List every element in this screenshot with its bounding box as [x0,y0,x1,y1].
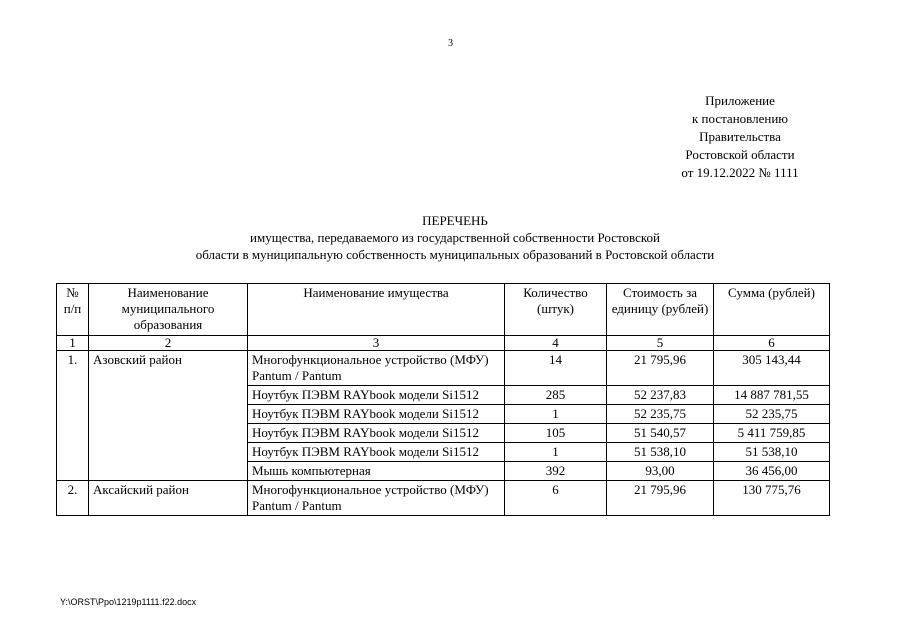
quantity-value: 6 [505,481,607,516]
quantity-value: 1 [505,405,607,424]
header-property: Наименование имущества [248,284,505,336]
quantity-value: 14 [505,351,607,386]
unit-price-value: 51 538,10 [607,443,714,462]
appendix-line: Правительства [699,129,781,144]
unit-price-value: 51 540,57 [607,424,714,443]
property-name: Многофункциональное устройство (МФУ) Pantum / Pantum [248,351,505,386]
property-name: Многофункциональное устройство (МФУ) Pantum / Pantum [248,481,505,516]
municipality-name: Аксайский район [89,481,248,516]
quantity-value: 105 [505,424,607,443]
header-sum: Сумма (рублей) [714,284,830,336]
property-table [56,283,830,516]
unit-price-value: 21 795,96 [607,351,714,386]
property-name: Ноутбук ПЭВМ RAYbook модели Si1512 [248,443,505,462]
property-name: Ноутбук ПЭВМ RAYbook модели Si1512 [248,386,505,405]
header-municipality: Наименование муниципального образования [89,284,248,336]
appendix-line: к постановлению [691,111,789,126]
page-number: 3 [448,38,453,49]
sum-value: 305 143,44 [714,351,830,386]
unit-price-value: 52 235,75 [607,405,714,424]
heading-line: области в муниципальную собственность муниципальных образований в Ростовской области [195,247,715,262]
table-index-row [57,336,830,351]
index-cell: 4 [505,336,607,351]
sum-value: 130 775,76 [714,481,830,516]
unit-price-value: 21 795,96 [607,481,714,516]
document-heading [60,212,850,263]
sum-value: 52 235,75 [714,405,830,424]
header-unit-price: Стоимость за единицу (рублей) [607,284,714,336]
quantity-value: 392 [505,462,607,481]
appendix-line: Приложение [705,93,775,108]
quantity-value: 285 [505,386,607,405]
municipality-name: Азовский район [89,351,248,481]
index-cell: 2 [89,336,248,351]
header-quantity: Количество (штук) [505,284,607,336]
unit-price-value: 93,00 [607,462,714,481]
header-num: № п/п [57,284,89,336]
table-row [57,351,830,386]
appendix-block [650,92,830,182]
index-cell: 6 [714,336,830,351]
index-cell: 5 [607,336,714,351]
table-row [57,481,830,516]
table-header-row [57,284,830,336]
row-num: 1. [57,351,89,481]
property-name: Ноутбук ПЭВМ RAYbook модели Si1512 [248,405,505,424]
sum-value: 5 411 759,85 [714,424,830,443]
appendix-line: Ростовской области [685,147,795,162]
property-name: Ноутбук ПЭВМ RAYbook модели Si1512 [248,424,505,443]
file-path-footer: Y:\ORST\Ppo\1219p1111.f22.docx [60,597,197,607]
sum-value: 51 538,10 [714,443,830,462]
unit-price-value: 52 237,83 [607,386,714,405]
sum-value: 36 456,00 [714,462,830,481]
sum-value: 14 887 781,55 [714,386,830,405]
index-cell: 3 [248,336,505,351]
index-cell: 1 [57,336,89,351]
appendix-line: от 19.12.2022 № 1111 [681,165,799,180]
quantity-value: 1 [505,443,607,462]
heading-title: ПЕРЕЧЕНЬ [422,213,488,228]
row-num: 2. [57,481,89,516]
heading-line: имущества, передаваемого из государственной собственности Ростовской [250,230,660,245]
property-name: Мышь компьютерная [248,462,505,481]
